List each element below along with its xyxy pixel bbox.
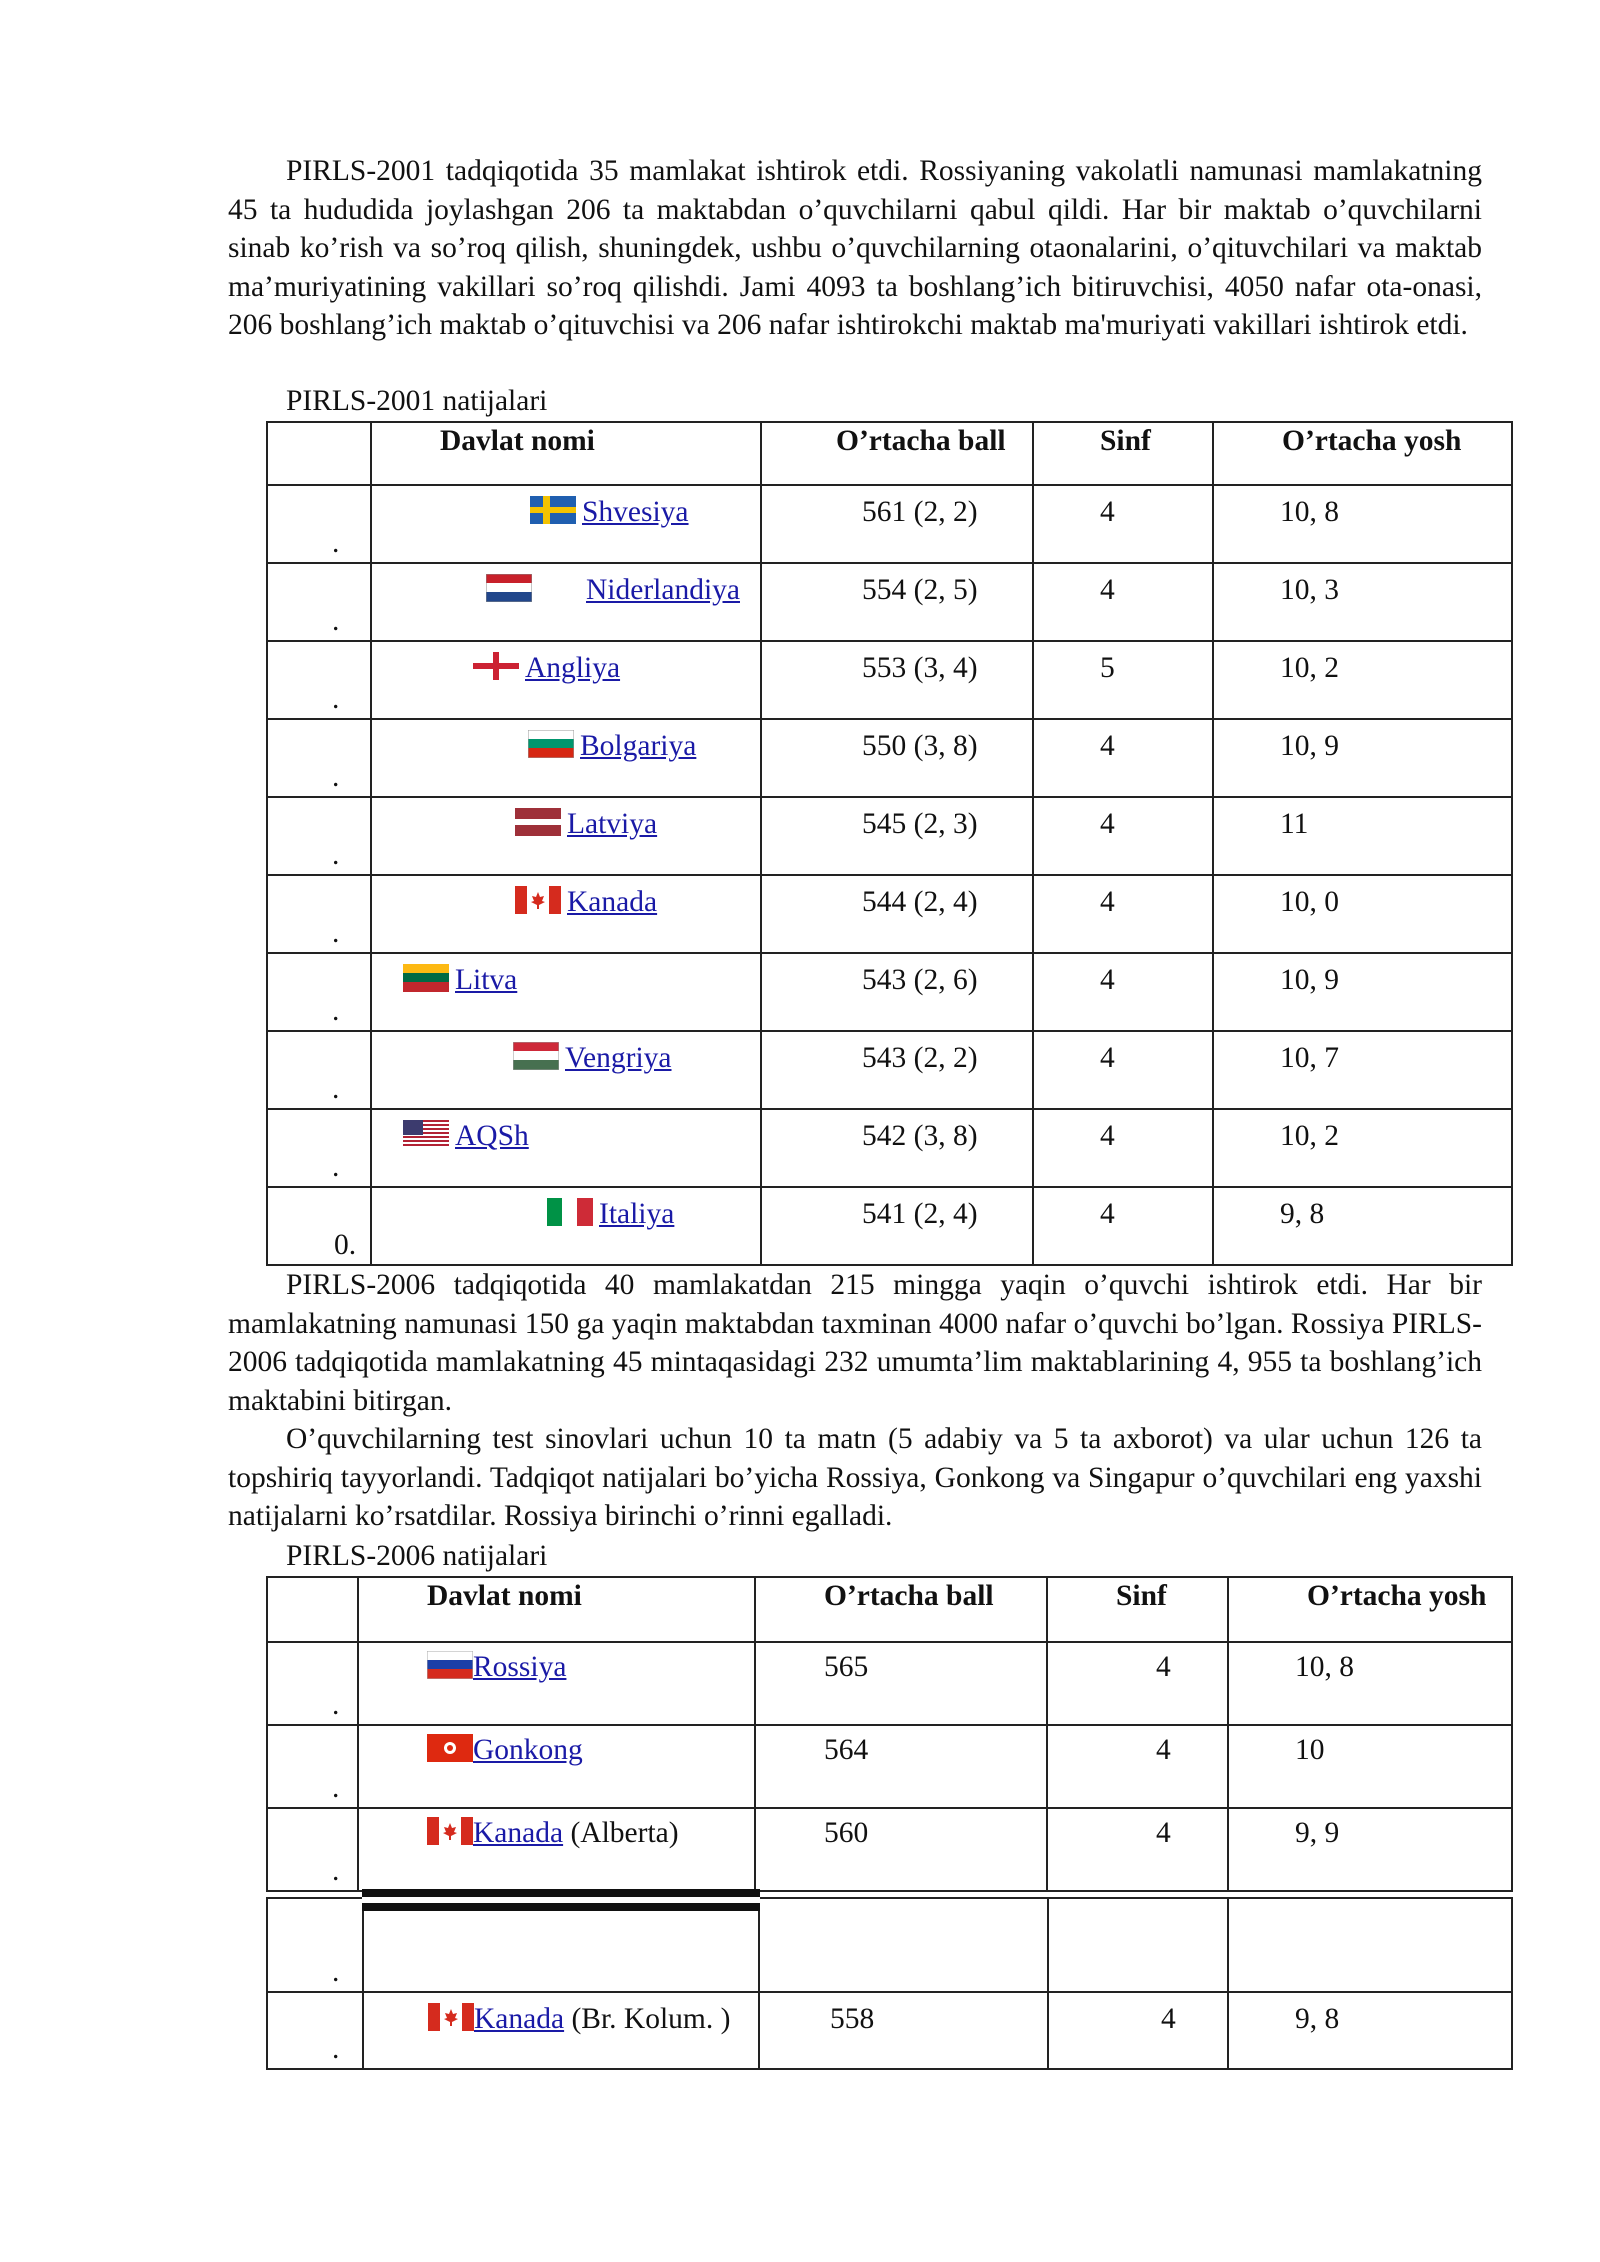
grade-value: 4	[1100, 496, 1115, 528]
age-value: 10, 0	[1280, 886, 1339, 918]
table-row	[267, 875, 1512, 953]
score-value: 554 (2, 5)	[862, 574, 978, 606]
grade-value: 4	[1100, 1120, 1115, 1152]
table-header-row	[267, 1577, 1512, 1642]
age-cell	[1213, 485, 1512, 563]
score-value: 541 (2, 4)	[862, 1198, 978, 1230]
grade-value: 4	[1100, 1042, 1115, 1074]
country-link[interactable]: Italiya	[599, 1198, 675, 1230]
row-number: 0.	[334, 1229, 357, 1261]
age-value: 11	[1280, 808, 1309, 840]
column-header: O’rtacha ball	[836, 425, 1006, 457]
table-row	[267, 719, 1512, 797]
country-suffix: (Alberta)	[563, 1817, 679, 1849]
country-cell	[363, 1898, 759, 1992]
table-row	[267, 797, 1512, 875]
score-value: 543 (2, 2)	[862, 1042, 978, 1074]
score-cell	[761, 797, 1033, 875]
hungary-flag-icon	[513, 1042, 559, 1078]
country-link[interactable]: Gonkong	[473, 1734, 583, 1766]
age-value: 9, 8	[1295, 2003, 1340, 2035]
score-value: 565	[824, 1651, 869, 1683]
country-cell	[371, 641, 761, 719]
age-value: 10, 7	[1280, 1042, 1339, 1074]
grade-value: 4	[1161, 2003, 1176, 2035]
score-cell	[759, 1992, 1048, 2069]
latvia-flag-icon	[515, 808, 561, 844]
age-value: 9, 8	[1280, 1198, 1325, 1230]
score-cell	[761, 485, 1033, 563]
country-cell	[371, 1031, 761, 1109]
grade-cell	[1033, 953, 1213, 1031]
grade-cell	[1048, 1992, 1228, 2069]
score-value: 544 (2, 4)	[862, 886, 978, 918]
grade-cell	[1048, 1898, 1228, 1992]
score-cell	[761, 1187, 1033, 1265]
column-header: Davlat nomi	[440, 425, 595, 457]
grade-value: 4	[1100, 574, 1115, 606]
header-cell	[358, 1577, 755, 1642]
country-link[interactable]: Kanada	[474, 2003, 565, 2035]
table-row	[267, 1031, 1512, 1109]
grade-cell	[1033, 719, 1213, 797]
age-cell	[1213, 641, 1512, 719]
row-number-cell	[267, 1642, 358, 1725]
country-link[interactable]: Bolgariya	[580, 730, 697, 762]
header-cell	[761, 422, 1033, 485]
row-number: .	[332, 1151, 340, 1183]
row-number: .	[332, 761, 340, 793]
age-cell	[1213, 797, 1512, 875]
table-row	[267, 1725, 1512, 1808]
column-header: Sinf	[1100, 425, 1151, 457]
column-header: O’rtacha yosh	[1282, 425, 1462, 457]
country-cell	[363, 1992, 759, 2069]
age-value: 10, 8	[1280, 496, 1339, 528]
country-link[interactable]: Vengriya	[565, 1042, 672, 1074]
header-num-cell	[267, 422, 371, 485]
country-link[interactable]: Kanada	[473, 1817, 564, 1849]
score-cell	[759, 1898, 1048, 1992]
score-value: 553 (3, 4)	[862, 652, 978, 684]
grade-value: 4	[1156, 1817, 1171, 1849]
row-number-cell	[267, 563, 371, 641]
header-cell	[755, 1577, 1047, 1642]
table-header-row	[267, 422, 1512, 485]
grade-value: 4	[1156, 1651, 1171, 1683]
grade-value: 4	[1100, 730, 1115, 762]
country-link[interactable]: Niderlandiya	[586, 574, 740, 606]
table-row	[267, 1898, 1512, 1992]
score-cell	[761, 641, 1033, 719]
country-cell	[371, 953, 761, 1031]
country-link[interactable]: AQSh	[455, 1120, 529, 1152]
score-cell	[761, 1031, 1033, 1109]
grade-cell	[1033, 1187, 1213, 1265]
row-number-cell	[267, 875, 371, 953]
grade-cell	[1033, 875, 1213, 953]
canada-flag-icon	[427, 1817, 473, 1853]
sweden-flag-icon	[530, 496, 576, 532]
age-cell	[1228, 1992, 1512, 2069]
row-number: .	[332, 1772, 340, 1804]
grade-cell	[1033, 1031, 1213, 1109]
score-cell	[755, 1725, 1047, 1808]
age-value: 10, 9	[1280, 730, 1339, 762]
row-number: .	[332, 1956, 340, 1988]
row-number-cell	[267, 797, 371, 875]
pirls-2006-paragraph: PIRLS-2006 tadqiqotida 40 mamlakatdan 215 mingga yaqin o’quvchi ishtirok etdi. Har bir mamlakatning namunasi 150 ga yaqin maktabdan taxminan 4000 nafar o’quvchi bo’lgan. Rossiya PIRLS-2006 tadqiqotida mamlakatning 45 mintaqasidagi 232 umumta’lim maktablarining 4, 955 ta boshlang’ich maktabini bitirgan.	[228, 1269, 1482, 1417]
table-row	[267, 1992, 1512, 2069]
age-cell	[1213, 1109, 1512, 1187]
row-number: .	[332, 839, 340, 871]
country-link[interactable]: Rossiya	[473, 1651, 567, 1683]
table-row	[267, 1642, 1512, 1725]
row-number-cell	[267, 953, 371, 1031]
test-paragraph: O’quvchilarning test sinovlari uchun 10 ta matn (5 adabiy va 5 ta axborot) va ular uchun 126 ta topshiriq tayyorlandi. Tadqiqot natijalari bo’yicha Rossiya, Gonkong va Singapur o’quvchilari eng yaxshi natijalarni ko’rsatdilar. Rossiya birinchi o’rinni egalladi.	[228, 1423, 1482, 1532]
country-link[interactable]: Kanada	[567, 886, 658, 918]
score-value: 561 (2, 2)	[862, 496, 978, 528]
italy-flag-icon	[547, 1198, 593, 1234]
age-cell	[1213, 563, 1512, 641]
score-value: 564	[824, 1734, 869, 1766]
table-row	[267, 563, 1512, 641]
header-cell	[1228, 1577, 1512, 1642]
country-cell	[371, 797, 761, 875]
grade-cell	[1033, 1109, 1213, 1187]
row-number-cell	[267, 1808, 358, 1891]
results-table-2006-continued	[266, 1897, 1513, 2070]
canada-flag-icon	[515, 886, 561, 922]
country-suffix: (Br. Kolum. )	[564, 2003, 731, 2035]
column-header: O’rtacha ball	[824, 1580, 994, 1612]
header-cell	[1047, 1577, 1228, 1642]
country-link[interactable]: Shvesiya	[582, 496, 689, 528]
row-number-cell	[267, 1109, 371, 1187]
table-2001-caption: PIRLS-2001 natijalari	[286, 385, 548, 417]
age-cell	[1228, 1725, 1512, 1808]
age-value: 10, 9	[1280, 964, 1339, 996]
country-cell	[358, 1725, 755, 1808]
grade-cell	[1033, 797, 1213, 875]
canada-flag-icon	[428, 2003, 474, 2039]
column-header: Davlat nomi	[427, 1580, 582, 1612]
age-value: 10, 2	[1280, 1120, 1339, 1152]
grade-value: 5	[1100, 652, 1115, 684]
age-cell	[1213, 1031, 1512, 1109]
score-value: 545 (2, 3)	[862, 808, 978, 840]
age-cell	[1213, 719, 1512, 797]
table-row	[267, 1109, 1512, 1187]
grade-value: 4	[1100, 1198, 1115, 1230]
row-number-cell	[267, 719, 371, 797]
score-cell	[761, 1109, 1033, 1187]
row-number-cell	[267, 1898, 363, 1992]
age-cell	[1228, 1808, 1512, 1891]
table-2006-caption: PIRLS-2006 natijalari	[286, 1540, 548, 1572]
age-cell	[1228, 1642, 1512, 1725]
results-table-2001	[266, 421, 1513, 1266]
age-value: 10	[1295, 1734, 1325, 1766]
grade-cell	[1047, 1808, 1228, 1891]
intro-paragraph: PIRLS-2001 tadqiqotida 35 mamlakat ishtirok etdi. Rossiyaning vakolatli namunasi mamlakatning 45 ta hududida joylashgan 206 ta maktabdan o’quvchilarni qabul qildi. Har bir maktab o’quvchilarni sinab ko’rish va so’roq qilish, shuningdek, ushbu o’quvchilarning otaonalarini, o’qituvchilari va maktab ma’muriyatining vakillari so’roq qilishdi. Jami 4093 ta boshlang’ich bitiruvchisi, 4050 nafar ota-onasi, 206 boshlang’ich maktab o’qituvchisi va 206 nafar ishtirokchi maktab ma'muriyati vakillari ishtirok etdi.	[228, 155, 1482, 341]
table-row	[267, 485, 1512, 563]
header-cell	[371, 422, 761, 485]
country-cell	[371, 1109, 761, 1187]
header-num-cell	[267, 1577, 358, 1642]
age-value: 9, 9	[1295, 1817, 1340, 1849]
country-cell	[371, 1187, 761, 1265]
country-cell	[358, 1808, 755, 1891]
lithuania-flag-icon	[403, 964, 449, 1000]
country-cell	[371, 719, 761, 797]
row-number-cell	[267, 1031, 371, 1109]
netherlands-flag-icon	[486, 574, 532, 610]
row-number: .	[332, 605, 340, 637]
age-value: 10, 3	[1280, 574, 1339, 606]
row-number: .	[332, 917, 340, 949]
country-cell	[371, 875, 761, 953]
country-cell	[371, 485, 761, 563]
header-cell	[1213, 422, 1512, 485]
row-number-cell	[267, 1725, 358, 1808]
row-number-cell	[267, 641, 371, 719]
results-table-2006	[266, 1576, 1513, 1892]
row-number: .	[332, 2033, 340, 2065]
age-cell	[1213, 875, 1512, 953]
age-cell	[1228, 1898, 1512, 1992]
row-number: .	[332, 1855, 340, 1887]
table-row	[267, 1808, 1512, 1891]
grade-cell	[1047, 1642, 1228, 1725]
country-link[interactable]: Litva	[455, 964, 518, 996]
score-cell	[761, 953, 1033, 1031]
country-cell	[358, 1642, 755, 1725]
score-cell	[755, 1808, 1047, 1891]
score-cell	[761, 875, 1033, 953]
table-row	[267, 641, 1512, 719]
grade-cell	[1033, 485, 1213, 563]
age-cell	[1213, 1187, 1512, 1265]
table-row	[267, 1187, 1512, 1265]
grade-value: 4	[1156, 1734, 1171, 1766]
row-number-cell	[267, 1187, 371, 1265]
table-row	[267, 953, 1512, 1031]
bulgaria-flag-icon	[528, 730, 574, 766]
england-flag-icon	[473, 652, 519, 688]
country-cell	[371, 563, 761, 641]
hongkong-flag-icon	[427, 1734, 473, 1770]
country-link[interactable]: Latviya	[567, 808, 658, 840]
row-number: .	[332, 527, 340, 559]
grade-cell	[1047, 1725, 1228, 1808]
score-value: 550 (3, 8)	[862, 730, 978, 762]
grade-value: 4	[1100, 964, 1115, 996]
score-value: 543 (2, 6)	[862, 964, 978, 996]
age-value: 10, 8	[1295, 1651, 1354, 1683]
score-value: 558	[830, 2003, 875, 2035]
row-number: .	[332, 1689, 340, 1721]
row-number: .	[332, 683, 340, 715]
grade-cell	[1033, 641, 1213, 719]
russia-flag-icon	[427, 1651, 473, 1687]
column-header: Sinf	[1116, 1580, 1167, 1612]
age-value: 10, 2	[1280, 652, 1339, 684]
grade-value: 4	[1100, 808, 1115, 840]
country-link[interactable]: Angliya	[525, 652, 621, 684]
score-cell	[755, 1642, 1047, 1725]
row-number-cell	[267, 1992, 363, 2069]
column-header: O’rtacha yosh	[1307, 1580, 1487, 1612]
usa-flag-icon	[403, 1120, 449, 1156]
grade-value: 4	[1100, 886, 1115, 918]
score-value: 542 (3, 8)	[862, 1120, 978, 1152]
score-value: 560	[824, 1817, 869, 1849]
row-number-cell	[267, 485, 371, 563]
grade-cell	[1033, 563, 1213, 641]
row-number: .	[332, 1073, 340, 1105]
age-cell	[1213, 953, 1512, 1031]
header-cell	[1033, 422, 1213, 485]
row-number: .	[332, 995, 340, 1027]
score-cell	[761, 563, 1033, 641]
black-bars-graphic	[362, 1889, 760, 1917]
score-cell	[761, 719, 1033, 797]
